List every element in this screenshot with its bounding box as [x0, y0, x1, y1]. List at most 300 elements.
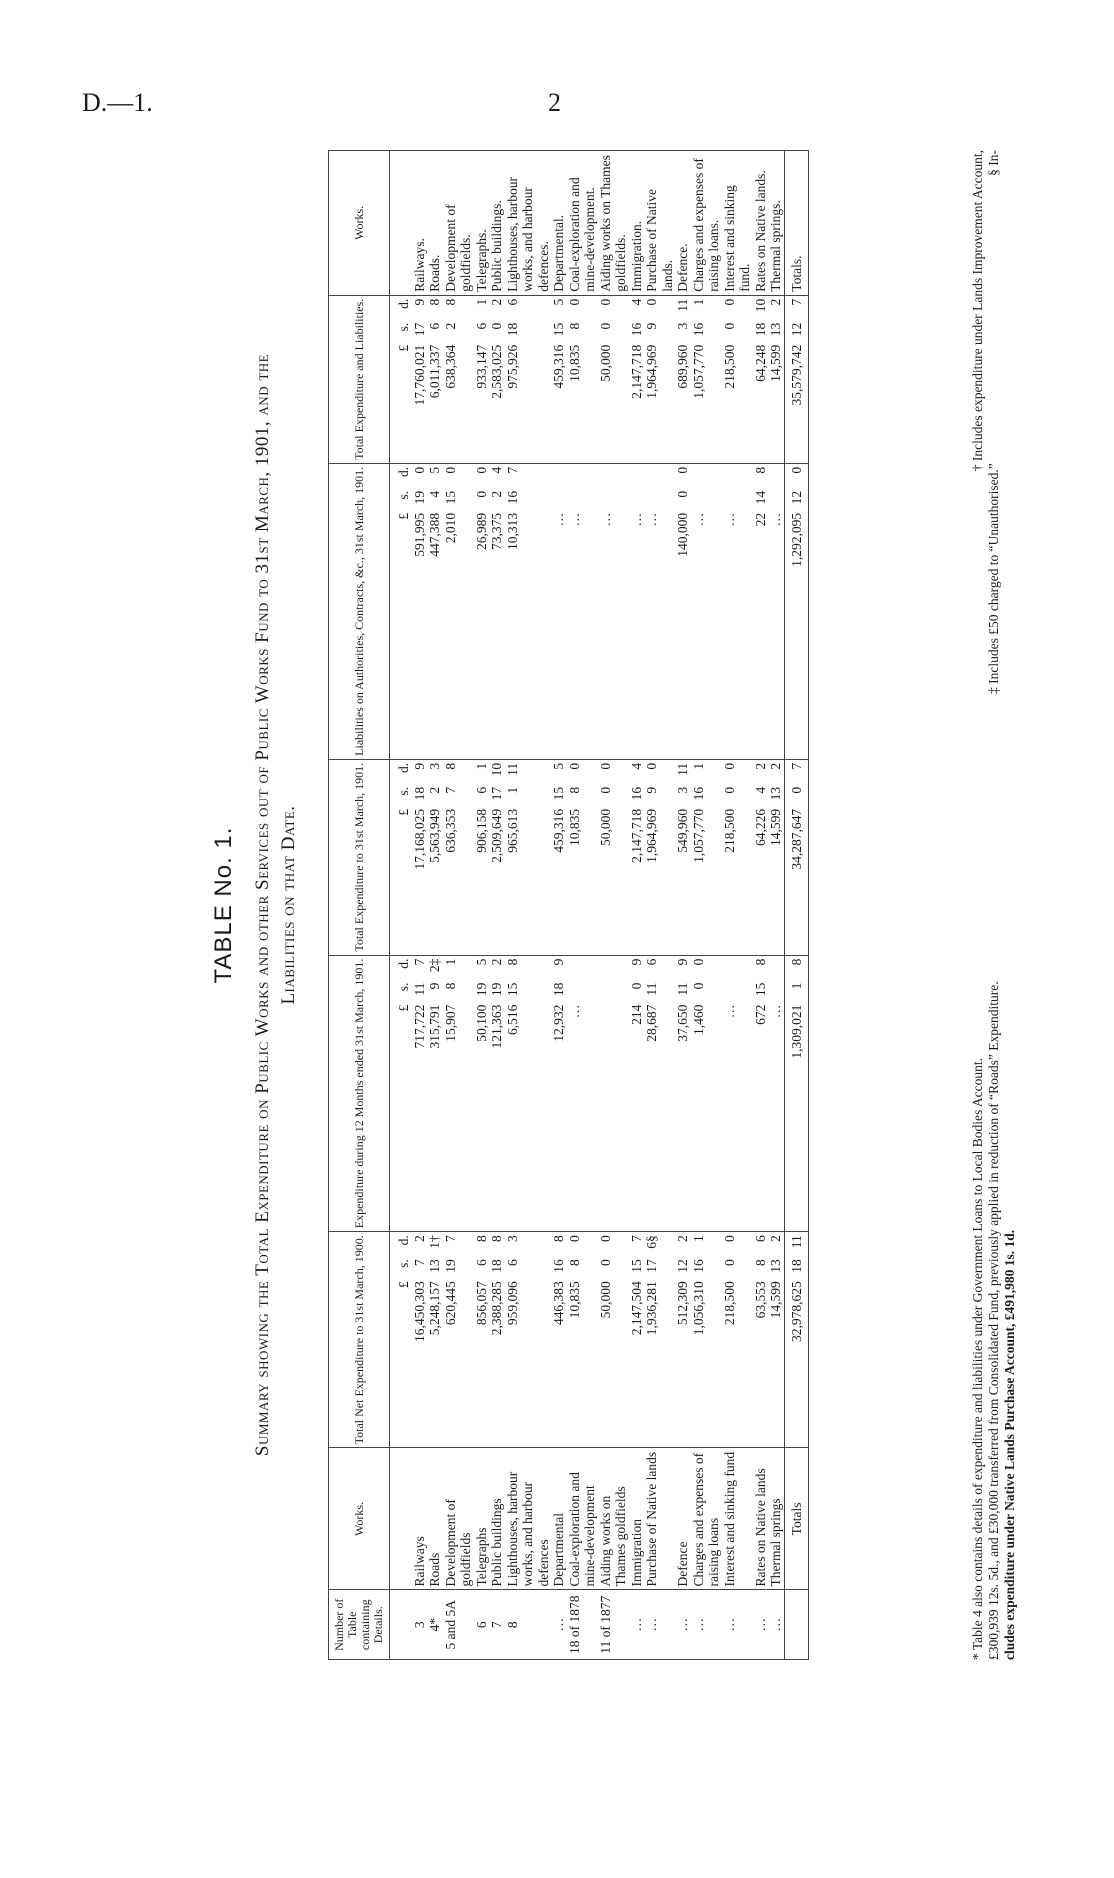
- works-cell-repeat: Rates on Native lands.: [753, 151, 769, 296]
- works-cell-repeat: Thermal springs.: [768, 151, 784, 296]
- table-number-cell: …: [722, 1590, 753, 1660]
- pounds: …: [721, 1004, 737, 1019]
- pence: 8: [489, 1235, 504, 1242]
- unit-pence: d.: [396, 1235, 411, 1246]
- shillings: 11: [411, 982, 427, 996]
- amount-cell-total: [551, 759, 567, 955]
- pounds: 28,687: [644, 1004, 659, 1042]
- pence: 2: [489, 298, 504, 306]
- amount-cell-exp12: [505, 955, 552, 1232]
- pounds: 50,000: [597, 1281, 613, 1319]
- shillings: 6: [473, 322, 489, 330]
- works-cell-repeat: Telegraphs.: [474, 151, 490, 296]
- expenditure-table: [328, 150, 809, 1660]
- totals-label: Totals: [784, 1448, 809, 1590]
- shillings: 0: [597, 786, 613, 794]
- pounds: 50,000: [597, 344, 613, 382]
- works-cell: Coal-exploration and mine-development: [567, 1448, 598, 1590]
- works-cell: Railways: [412, 1448, 428, 1590]
- table-row: [474, 151, 490, 1660]
- amount-cell-total: [567, 759, 598, 955]
- pounds: 2,583,025: [489, 344, 504, 399]
- pence: [629, 467, 645, 491]
- pence: 0: [597, 1235, 613, 1242]
- amount-cell-net: [722, 1232, 753, 1448]
- amount-cell-exp12: [644, 955, 675, 1232]
- table-row: [644, 151, 675, 1660]
- amount-cell-total: [768, 759, 784, 955]
- amount-cell-totliab: [489, 295, 505, 463]
- shillings: 18: [504, 322, 520, 337]
- unit-pound: £: [396, 808, 411, 816]
- pence: [691, 467, 707, 491]
- works-cell-repeat: Interest and sinking fund.: [722, 151, 753, 296]
- pence: 5: [551, 762, 566, 770]
- table-header-row: [329, 151, 390, 1660]
- pence: 8: [427, 298, 442, 306]
- amount-cell-exp12: [427, 955, 443, 1232]
- table-number-cell: …: [753, 1590, 769, 1660]
- pounds: 10,835: [566, 808, 582, 846]
- unit-shilling: s.: [396, 786, 411, 796]
- shillings: 13: [768, 786, 783, 801]
- pence: 8: [442, 762, 458, 770]
- pounds: 2,388,285: [489, 1281, 504, 1336]
- works-cell-repeat: Public buildings.: [489, 151, 505, 296]
- works-cell: Immigration: [629, 1448, 645, 1590]
- footnote-line-3: cludes expenditure under Native Lands Purchase Account, £491,980 1s. 1d.: [1002, 1229, 1017, 1660]
- unit-pound: £: [396, 512, 411, 520]
- shillings: 18: [489, 1259, 504, 1273]
- amount-cell-net: [753, 1232, 769, 1448]
- shillings: 0: [721, 1259, 737, 1266]
- table-number-cell: 4*: [427, 1590, 443, 1660]
- pounds: 315,791: [427, 1004, 442, 1049]
- pence: 0: [473, 466, 489, 474]
- amount-cell-exp12: [691, 955, 722, 1232]
- pounds: 5,248,157: [427, 1281, 442, 1336]
- footnote-row-3: [1002, 150, 1018, 1660]
- amount-cell-total: [505, 759, 552, 955]
- col-header-table-number: Number of Table containing Details.: [329, 1590, 390, 1660]
- pounds: 14,599: [768, 808, 783, 846]
- shillings: 9: [644, 322, 659, 330]
- works-cell: Thermal springs: [768, 1448, 784, 1590]
- pounds: 63,553: [752, 1281, 768, 1319]
- shillings: 1: [504, 786, 520, 794]
- shillings: [722, 491, 738, 513]
- amount-cell-total: [675, 759, 691, 955]
- pounds: 14,599: [768, 1281, 783, 1319]
- amount-cell-net: [598, 1232, 629, 1448]
- works-cell-repeat: Immigration.: [629, 151, 645, 296]
- shillings: 6: [473, 786, 489, 794]
- shillings: 16: [504, 490, 520, 505]
- amount-cell-exp12: [489, 955, 505, 1232]
- pence: 2: [768, 762, 783, 770]
- shillings: 3: [675, 786, 690, 794]
- pence: 0: [597, 762, 613, 770]
- pounds: 512,309: [675, 1281, 690, 1326]
- col-header-total-expenditure-and-liabilities: Total Expenditure and Liabilities.: [329, 295, 390, 463]
- footnote-line-2a: £300,939 12s. 5d., and £30,000 transferred from Consolidated Fund, previously applied in reduction of “Roads” Expenditure.: [986, 981, 1001, 1660]
- table-row: [753, 151, 769, 1660]
- shillings: 0: [675, 490, 690, 498]
- pounds: 965,613: [504, 808, 520, 853]
- pounds: 906,158: [473, 808, 489, 853]
- pence: 4: [628, 762, 644, 770]
- pounds: 638,364: [442, 344, 458, 389]
- shillings: 15: [628, 1259, 644, 1273]
- unit-pound: £: [396, 1004, 411, 1012]
- amount-cell-exp12: [551, 955, 567, 1232]
- totals-total-pounds: 34,287,647: [788, 808, 804, 870]
- pounds: 2,147,718: [628, 808, 644, 863]
- shillings: 17: [644, 1259, 659, 1273]
- col-header-works: Works.: [329, 1448, 390, 1590]
- shillings: 15: [551, 786, 566, 801]
- pence: [722, 959, 738, 983]
- amount-cell-totliab: [443, 295, 474, 463]
- shillings: 19: [411, 490, 427, 505]
- rotated-table-page: [210, 110, 1070, 1700]
- unit-shilling: s.: [396, 982, 411, 992]
- shillings: 0: [690, 982, 706, 990]
- pence: 1: [690, 298, 706, 306]
- amount-cell-exp12: [768, 955, 784, 1232]
- shillings: 2: [442, 322, 458, 330]
- shillings: [644, 491, 660, 513]
- pounds: 447,388: [427, 512, 442, 557]
- shillings: 2: [489, 490, 504, 498]
- pounds: 959,096: [504, 1281, 520, 1326]
- pounds: 218,500: [721, 344, 737, 389]
- pence: 5: [551, 298, 566, 306]
- pounds: 64,248: [752, 344, 768, 382]
- pence: 2: [768, 1235, 783, 1242]
- amount-cell-liab: [753, 463, 769, 759]
- pounds: …: [628, 512, 644, 527]
- pounds: …: [551, 512, 566, 527]
- shillings: 18: [551, 982, 566, 997]
- shillings: 11: [644, 982, 659, 996]
- pounds: 26,989: [473, 512, 489, 550]
- amount-cell-totliab: [505, 295, 552, 463]
- pounds: …: [597, 512, 613, 527]
- shillings: 13: [768, 322, 783, 337]
- amount-cell-totliab: [551, 295, 567, 463]
- shillings: 18: [752, 322, 768, 337]
- pounds: 591,995: [411, 512, 427, 557]
- amount-cell-liab: [443, 463, 474, 759]
- pence: [567, 467, 583, 491]
- table-row: [489, 151, 505, 1660]
- works-cell: Rates on Native lands: [753, 1448, 769, 1590]
- shillings: [551, 491, 567, 513]
- pounds: 50,100: [473, 1004, 489, 1042]
- pounds: 214: [628, 1004, 644, 1025]
- shillings: 13: [768, 1259, 783, 1273]
- amount-cell-net: [427, 1232, 443, 1448]
- amount-cell-exp12: [598, 955, 629, 1232]
- pence: 6§: [644, 1235, 659, 1249]
- pence: 9: [411, 762, 427, 770]
- pounds: 459,316: [551, 808, 566, 853]
- pounds: 218,500: [721, 808, 737, 853]
- pence: 5: [427, 466, 442, 474]
- shillings: 16: [690, 1259, 706, 1273]
- pence: 1: [473, 762, 489, 770]
- table-subtitle: [250, 110, 302, 1700]
- shillings: 8: [566, 786, 582, 794]
- shillings: [768, 983, 784, 1005]
- amount-cell-net: [567, 1232, 598, 1448]
- pence: [644, 467, 660, 491]
- pence: 3: [504, 1235, 520, 1242]
- amount-cell-totliab: [753, 295, 769, 463]
- shillings: 0: [628, 982, 644, 990]
- pounds: 549,960: [675, 808, 690, 853]
- pence: [768, 467, 784, 491]
- table-row: [427, 151, 443, 1660]
- pence: [567, 959, 583, 983]
- pounds: 1,057,770: [690, 808, 706, 863]
- pence: 7: [411, 958, 427, 966]
- amount-cell-liab: [768, 463, 784, 759]
- pence: 9: [411, 298, 427, 306]
- works-cell: Lighthouses, harbour works, and harbour defences: [505, 1448, 552, 1590]
- pence: 0: [721, 1235, 737, 1242]
- amount-cell-net: [505, 1232, 552, 1448]
- shillings: [598, 491, 614, 513]
- pence: 10: [489, 762, 504, 777]
- works-cell-repeat: Coal-exploration and mine-development.: [567, 151, 598, 296]
- units-liab: [396, 467, 412, 756]
- footnote-row-1: [970, 150, 986, 1660]
- footnote-section: § In-: [986, 150, 1001, 176]
- shillings: 0: [721, 322, 737, 330]
- pounds: …: [566, 512, 582, 527]
- totals-totliab-pence: 7: [788, 298, 804, 306]
- amount-cell-liab: [412, 463, 428, 759]
- amount-cell-totliab: [675, 295, 691, 463]
- shillings: 15: [551, 322, 566, 337]
- footnote-dagger: † Includes expenditure under Lands Improvement Account,: [970, 150, 985, 472]
- table-number-cell: 11 of 1877: [598, 1590, 629, 1660]
- pounds: 1,056,310: [690, 1281, 706, 1336]
- page-number: 2: [548, 88, 561, 117]
- amount-cell-net: [691, 1232, 722, 1448]
- unit-shilling: s.: [396, 322, 411, 332]
- pence: 1†: [427, 1235, 442, 1249]
- amount-cell-liab: [644, 463, 675, 759]
- pounds: 1,057,770: [690, 344, 706, 399]
- shillings: 3: [675, 322, 690, 330]
- amount-cell-total: [753, 759, 769, 955]
- pounds: 64,226: [752, 808, 768, 846]
- shillings: 7: [411, 1259, 427, 1266]
- pounds: 12,932: [551, 1004, 566, 1042]
- amount-cell-liab: [567, 463, 598, 759]
- amount-cell-liab: [722, 463, 753, 759]
- units-row: [390, 151, 412, 1660]
- col-header-works-repeat: Works.: [329, 151, 390, 296]
- pence: 2: [768, 298, 783, 306]
- amount-cell-liab: [598, 463, 629, 759]
- shillings: 8: [752, 1259, 768, 1266]
- pence: 0: [721, 298, 737, 306]
- footnotes: [970, 150, 1018, 1660]
- pounds: 6,011,337: [427, 344, 442, 399]
- pounds: …: [566, 1004, 582, 1019]
- pence: 7: [628, 1235, 644, 1242]
- totals-label-repeat: Totals.: [784, 151, 809, 296]
- document-code: D.—1.: [82, 88, 153, 117]
- pounds: 5,563,949: [427, 808, 442, 863]
- shillings: 16: [690, 322, 706, 337]
- amount-cell-exp12: [675, 955, 691, 1232]
- shillings: 8: [442, 982, 458, 990]
- totals-totliab-pounds: 35,579,742: [788, 344, 804, 406]
- pounds: 620,445: [442, 1281, 458, 1326]
- amount-cell-total: [722, 759, 753, 955]
- pounds: 17,168,025: [411, 808, 427, 870]
- shillings: 11: [675, 982, 690, 996]
- pounds: …: [768, 1004, 783, 1019]
- amount-cell-exp12: [722, 955, 753, 1232]
- unit-shilling: s.: [396, 490, 411, 500]
- totals-total-pence: 7: [788, 762, 804, 770]
- works-cell: Charges and expenses of raising loans: [691, 1448, 722, 1590]
- works-cell-repeat: Departmental.: [551, 151, 567, 296]
- works-cell-repeat: Development of goldfields.: [443, 151, 474, 296]
- shillings: 0: [473, 490, 489, 498]
- table-row: [505, 151, 552, 1660]
- table-number-cell: 7: [489, 1590, 505, 1660]
- subtitle-line-2: Liabilities on that Date.: [278, 805, 299, 1005]
- pounds: 717,722: [411, 1004, 427, 1049]
- table-number-cell: …: [551, 1590, 567, 1660]
- unit-pence: d.: [396, 466, 411, 477]
- amount-cell-liab: [629, 463, 645, 759]
- col-header-total-expenditure: Total Expenditure to 31st March, 1901.: [329, 759, 390, 955]
- pounds: 15,907: [442, 1004, 458, 1042]
- pence: 1: [690, 762, 706, 770]
- amount-cell-net: [412, 1232, 428, 1448]
- amount-cell-totliab: [567, 295, 598, 463]
- amount-cell-liab: [474, 463, 490, 759]
- units-net: [396, 1235, 412, 1444]
- shillings: 8: [566, 322, 582, 330]
- pence: 4: [489, 466, 504, 474]
- shillings: 14: [752, 490, 768, 505]
- amount-cell-totliab: [691, 295, 722, 463]
- amount-cell-net: [474, 1232, 490, 1448]
- col-header-net-expenditure: Total Net Expenditure to 31st March, 1900.: [329, 1232, 390, 1448]
- pounds: …: [644, 512, 659, 527]
- pence: 5: [473, 958, 489, 966]
- amount-cell-net: [443, 1232, 474, 1448]
- works-cell: Departmental: [551, 1448, 567, 1590]
- pence: 11: [504, 762, 520, 776]
- totals-net-shillings: 18: [788, 1259, 804, 1273]
- amount-cell-net: [629, 1232, 645, 1448]
- shillings: 2: [427, 786, 442, 794]
- pence: 8: [442, 298, 458, 306]
- pence: 7: [504, 466, 520, 474]
- shillings: 17: [489, 786, 504, 801]
- works-cell-repeat: Railways.: [412, 151, 428, 296]
- pounds: 2,010: [442, 512, 458, 544]
- works-cell-repeat: Defence.: [675, 151, 691, 296]
- shillings: 6: [427, 322, 442, 330]
- pence: 9: [628, 958, 644, 966]
- pence: 0: [442, 466, 458, 474]
- table-number-cell: 18 of 1878: [567, 1590, 598, 1660]
- works-cell: Purchase of Native lands: [644, 1448, 675, 1590]
- shillings: 4: [752, 786, 768, 794]
- unit-pence: d.: [396, 958, 411, 969]
- shillings: 19: [442, 1259, 458, 1273]
- pence: 0: [566, 298, 582, 306]
- shillings: [567, 491, 583, 513]
- pence: 2: [411, 1235, 427, 1242]
- amount-cell-total: [489, 759, 505, 955]
- pounds: 22: [752, 512, 768, 527]
- pounds: 14,599: [768, 344, 783, 382]
- pence: [551, 467, 567, 491]
- pounds: 636,353: [442, 808, 458, 853]
- pounds: 459,316: [551, 344, 566, 389]
- amount-cell-liab: [427, 463, 443, 759]
- shillings: 15: [752, 982, 768, 997]
- table-row: [551, 151, 567, 1660]
- footnote-double-dagger: ‡ Includes £50 charged to “Unauthorised.”: [986, 463, 1001, 694]
- pence: 11: [675, 298, 690, 312]
- pounds: 446,383: [551, 1281, 566, 1326]
- amount-cell-total: [443, 759, 474, 955]
- totals-liab-pounds: 1,292,095: [788, 512, 804, 567]
- amount-cell-exp12: [629, 955, 645, 1232]
- shillings: 6: [504, 1259, 520, 1266]
- pounds: …: [768, 512, 783, 527]
- pounds: 2,147,718: [628, 344, 644, 399]
- pounds: …: [690, 512, 706, 527]
- table-row: [567, 151, 598, 1660]
- unit-pound: £: [396, 1281, 411, 1288]
- works-cell: Interest and sinking fund: [722, 1448, 753, 1590]
- shillings: 7: [442, 786, 458, 794]
- pence: [722, 467, 738, 491]
- pence: 0: [675, 466, 690, 474]
- amount-cell-total: [474, 759, 490, 955]
- amount-cell-liab: [505, 463, 552, 759]
- amount-cell-liab: [675, 463, 691, 759]
- pence: 8: [752, 958, 768, 966]
- shillings: 0: [597, 1259, 613, 1266]
- shillings: 4: [427, 490, 442, 498]
- shillings: 6: [473, 1259, 489, 1266]
- pence: 8: [752, 466, 768, 474]
- shillings: 0: [489, 322, 504, 330]
- pounds: …: [721, 512, 737, 527]
- totals-liab-shillings: 12: [788, 490, 804, 505]
- pounds: 10,313: [504, 512, 520, 550]
- pence: 0: [690, 958, 706, 966]
- table-number-cell: …: [768, 1590, 784, 1660]
- amount-cell-liab: [691, 463, 722, 759]
- units-total: [396, 763, 412, 952]
